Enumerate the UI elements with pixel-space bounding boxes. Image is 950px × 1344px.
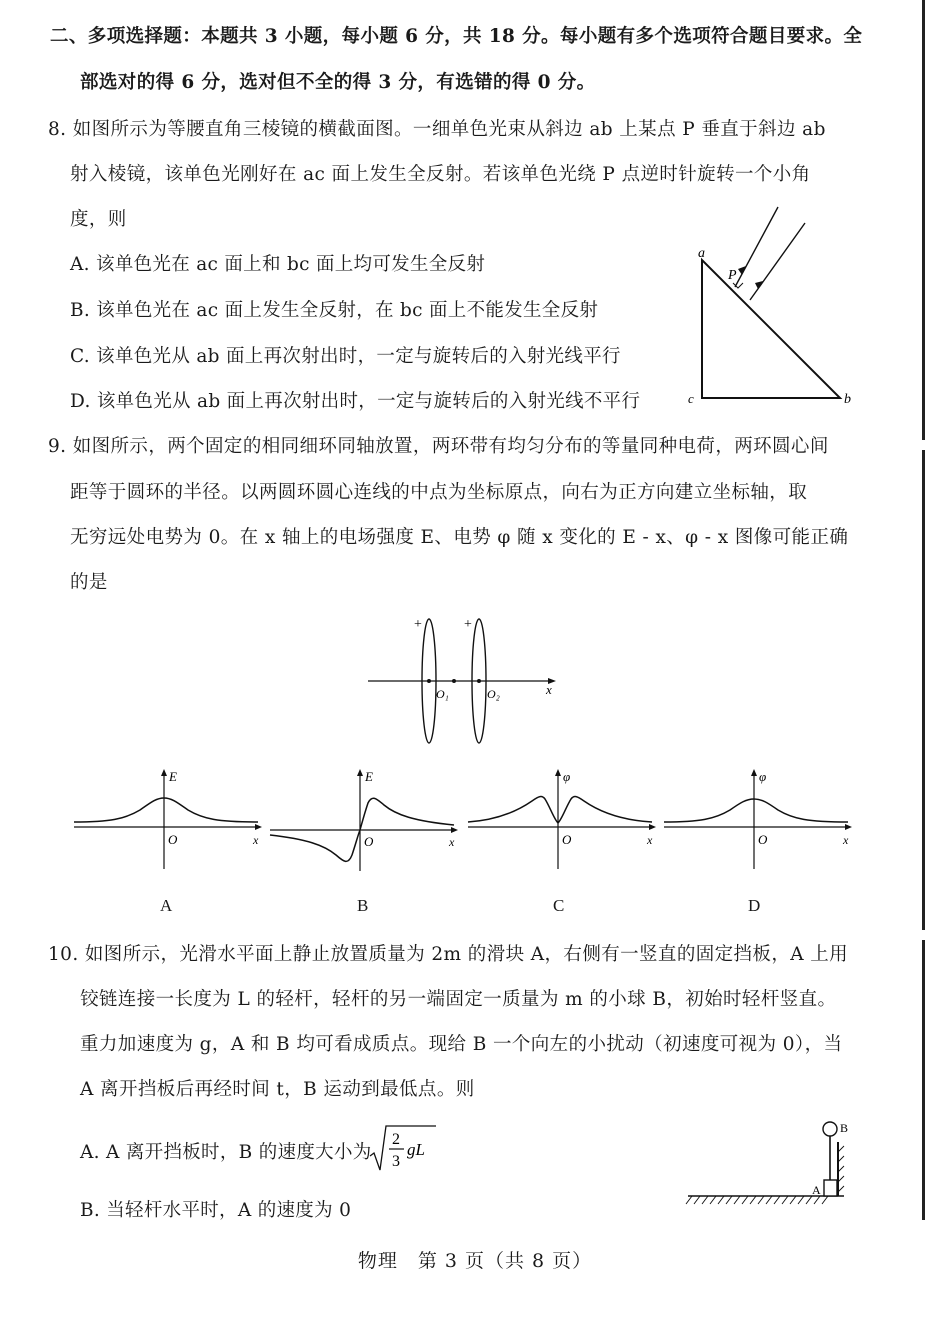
graph-c-x-arrow <box>649 824 656 830</box>
vertex-a-label: a <box>698 246 705 261</box>
q9-stem-line-1: 9. 如图所示，两个固定的相同细环同轴放置，两环带有均匀分布的等量同种电荷，两环圆心间 <box>48 436 829 457</box>
q8-option-c: C. 该单色光从 ab 面上再次射出时，一定与旋转后的入射光线平行 <box>70 346 621 367</box>
q10-stem-line-1: 10. 如图所示，光滑水平面上静止放置质量为 2m 的滑块 A，右侧有一竖直的固定挡板，A 上用 <box>48 944 849 965</box>
graph-c-label: C <box>553 896 565 915</box>
ring-2-plus: + <box>464 617 472 632</box>
frac-numerator: 2 <box>392 1131 400 1148</box>
point-p-label: P <box>728 268 737 283</box>
q8-option-d: D. 该单色光从 ab 面上再次射出时，一定与旋转后的入射光线不平行 <box>70 391 641 412</box>
graph-b-ylabel: E <box>365 769 373 784</box>
sqrt-sign <box>370 1126 436 1170</box>
graph-d-label: D <box>748 896 761 915</box>
ring-2-center <box>477 679 481 683</box>
origin-dot <box>452 679 456 683</box>
graph-d-x-arrow <box>845 824 852 830</box>
graph-a-origin: O <box>168 832 178 847</box>
graph-a-x-arrow <box>255 824 262 830</box>
graph-c-ylabel: φ <box>563 769 571 784</box>
graph-c-origin: O <box>562 832 572 847</box>
q9-graph-b <box>266 765 461 875</box>
margin-bar-top <box>922 0 925 440</box>
section-heading-line-1: 二、多项选择题：本题共 3 小题，每小题 6 分，共 18 分。每小题有多个选项符合题目要求。全 <box>50 26 863 47</box>
right-angle-mark <box>733 283 743 288</box>
frac-denominator: 3 <box>392 1153 400 1170</box>
o2-label: O₂ <box>487 687 500 701</box>
o1-label: O₁ <box>436 687 449 701</box>
ball-b-label: B <box>840 1121 849 1135</box>
q10-slider-figure <box>684 1112 864 1212</box>
q8-stem-line-3: 度，则 <box>70 209 127 230</box>
graph-b-label: B <box>357 896 369 915</box>
graph-d-curve <box>664 799 848 822</box>
ray-arrow-1 <box>738 266 746 275</box>
q8-stem-line-1: 8. 如图所示为等腰直角三棱镜的横截面图。一细单色光束从斜边 ab 上某点 P 垂直于斜边 ab <box>48 119 826 140</box>
section-heading-line-2: 部选对的得 6 分，选对但不全的得 3 分，有选错的得 0 分。 <box>80 72 596 93</box>
margin-bar-bottom <box>922 940 925 1220</box>
graph-a-curve <box>74 798 258 822</box>
graph-a-label: A <box>160 896 173 915</box>
page-footer: 物理 第 3 页（共 8 页） <box>357 1250 593 1272</box>
graph-b-y-arrow <box>357 769 363 776</box>
q10-stem-line-2: 铰链连接一长度为 L 的轻杆，轻杆的另一端固定一质量为 m 的小球 B，初始时轻杆竖直。 <box>80 989 837 1010</box>
q10-stem-line-3: 重力加速度为 g，A 和 B 均可看成质点。现给 B 一个向左的小扰动（初速度可视为 0），当 <box>80 1034 843 1055</box>
graph-c-curve <box>468 797 652 823</box>
q10-option-a: A. A 离开挡板时，B 的速度大小为 <box>80 1142 372 1163</box>
graph-b-origin: O <box>364 834 374 849</box>
rings-x-label: x <box>546 682 552 697</box>
q9-graph-a <box>70 765 265 875</box>
graph-b-xlabel: x <box>449 835 455 849</box>
slider-a-label: A <box>812 1183 821 1197</box>
q8-option-a: A. 该单色光在 ac 面上和 bc 面上均可发生全反射 <box>70 254 486 275</box>
graph-c-y-arrow <box>555 769 561 776</box>
frac-tail: gL <box>407 1140 425 1159</box>
graph-b-x-arrow <box>451 827 458 833</box>
q9-stem-line-3: 无穷远处电势为 0。在 x 轴上的电场强度 E、电势 φ 随 x 变化的 E - x、φ - x 图像可能正确 <box>70 527 849 548</box>
q8-option-b: B. 该单色光在 ac 面上发生全反射，在 bc 面上不能发生全反射 <box>70 300 599 321</box>
incident-ray-1 <box>735 207 778 287</box>
graph-d-y-arrow <box>751 769 757 776</box>
graph-a-xlabel: x <box>253 833 259 847</box>
slider-a <box>824 1180 837 1196</box>
graph-a-ylabel: E <box>169 769 177 784</box>
graph-d-xlabel: x <box>843 833 849 847</box>
graph-c-xlabel: x <box>647 833 653 847</box>
graph-d-ylabel: φ <box>759 769 767 784</box>
q8-prism-figure <box>680 195 860 415</box>
margin-bar-middle <box>922 450 925 930</box>
ground-hatching <box>686 1196 828 1204</box>
ring-1-plus: + <box>414 617 422 632</box>
vertex-c-label: c <box>688 391 694 406</box>
graph-d-origin: O <box>758 832 768 847</box>
q8-stem-line-2: 射入棱镜，该单色光刚好在 ac 面上发生全反射。若该单色光绕 P 点逆时针旋转一个小角 <box>70 164 811 185</box>
ring-1-center <box>427 679 431 683</box>
prism-triangle <box>702 260 840 398</box>
ball-b <box>823 1122 837 1136</box>
graph-a-y-arrow <box>161 769 167 776</box>
q10-option-b: B. 当轻杆水平时，A 的速度为 0 <box>80 1200 352 1221</box>
q10-stem-line-4: A 离开挡板后再经时间 t，B 运动到最低点。则 <box>80 1079 475 1100</box>
q9-rings-figure <box>360 608 570 758</box>
q9-stem-line-4: 的是 <box>70 572 108 593</box>
q9-graph-d <box>660 765 855 875</box>
q9-graph-c <box>464 765 659 875</box>
vertex-b-label: b <box>844 392 851 407</box>
q10-option-a-formula <box>368 1122 438 1176</box>
q9-stem-line-2: 距等于圆环的半径。以两圆环圆心连线的中点为坐标原点，向右为正方向建立坐标轴，取 <box>70 482 808 503</box>
